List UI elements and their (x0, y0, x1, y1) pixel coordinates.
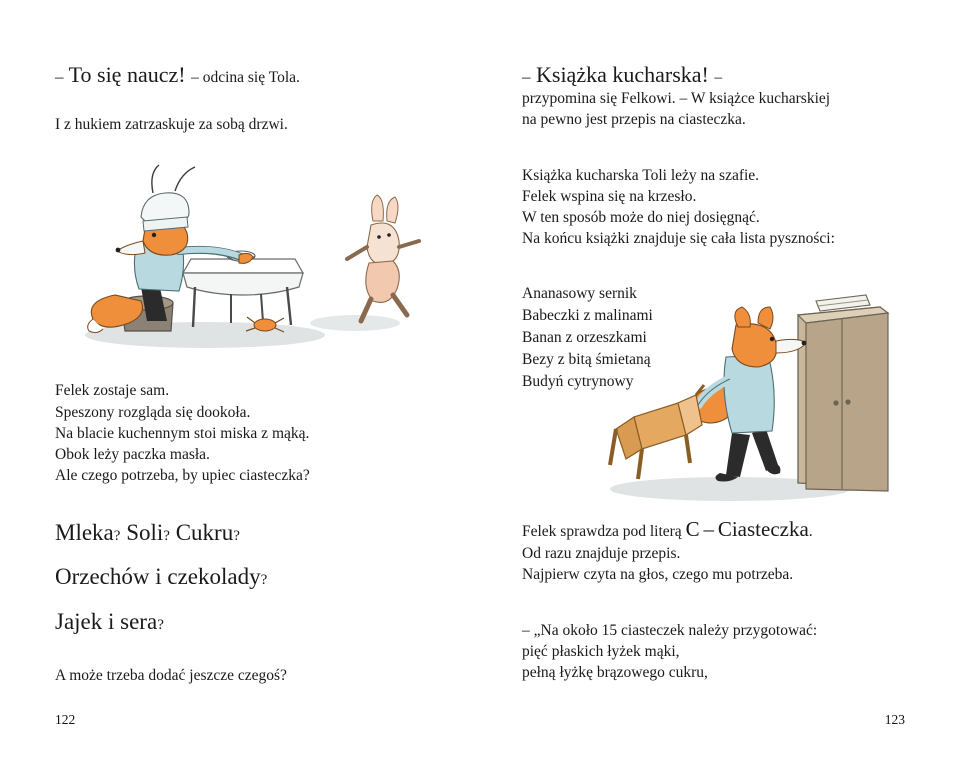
question-mark: ? (233, 527, 240, 544)
right-body-line: Najpierw czyta na głos, czego mu potrzeba. (522, 566, 794, 584)
sentence-start: Felek sprawdza pod literą (522, 522, 682, 540)
question-text: Orzechów i czekolady (55, 564, 261, 590)
left-body-line: Felek zostaje sam. (55, 382, 170, 400)
list-item: Babeczki z malinami (522, 306, 653, 324)
letter-c: C (685, 516, 700, 541)
em-dash-trailing: – (714, 69, 723, 86)
em-dash: – (55, 67, 64, 86)
right-body-line: Od razu znajduje przepis. (522, 545, 681, 563)
right-body-line: Na końcu książki znajduje się cała lista pyszności: (522, 229, 835, 247)
left-body-line: Na blacie kuchennym stoi miska z mąką. (55, 424, 310, 442)
question-mark: ? (113, 527, 121, 544)
left-body-line: Ale czego potrzeba, by upiec ciasteczka? (55, 466, 310, 484)
left-question-2 (55, 564, 430, 590)
left-headline (55, 62, 430, 88)
list-item: Ananasowy sernik (522, 284, 637, 302)
right-page (480, 0, 960, 768)
right-headline-block (522, 62, 910, 131)
right-body-line: W ten sposób może do niej dosięgnąć. (522, 208, 760, 226)
question-mark: ? (157, 616, 164, 633)
left-question-3 (55, 609, 430, 635)
left-paragraph-1: I z hukiem zatrzaskuje za sobą drzwi. (55, 116, 288, 134)
question-word: Mleka (55, 519, 114, 545)
right-intro-line: przypomina się Felkowi. – W książce kucharskiej (522, 90, 831, 108)
quote-line: pięć płaskich łyżek mąki, (522, 642, 680, 660)
right-paragraph-2 (522, 165, 910, 249)
right-quote-block (522, 620, 910, 683)
left-closing-line: A może trzeba dodać jeszcze czegoś? (55, 667, 287, 685)
page-number-right: 123 (884, 712, 905, 727)
left-body-line: Speszony rozgląda się dookoła. (55, 403, 251, 421)
illustration-fox-carrying-chair-to-wardrobe (580, 283, 910, 515)
headline-attribution: – odcina się Tola. (191, 69, 300, 86)
list-item: Bezy z bitą śmietaną (522, 350, 651, 368)
right-headline (522, 62, 910, 88)
headline-text: Książka kucharska (536, 62, 702, 87)
right-body-line: Książka kucharska Toli leży na szafie. (522, 166, 760, 184)
left-question-1 (55, 520, 430, 546)
list-item: Budyń cytrynowy (522, 372, 634, 390)
left-body-line: Obok leży paczka masła. (55, 445, 210, 463)
quote-line: pełną łyżkę brązowego cukru, (522, 663, 708, 681)
quote-line: – „Na około 15 ciasteczek należy przygotować: (522, 621, 818, 639)
headline-exclamation: ! (701, 62, 709, 87)
question-word: Soli (126, 519, 164, 545)
headline-text: To się naucz (68, 62, 179, 87)
left-headline-block (55, 62, 430, 88)
right-intro-line: na pewno jest przepis na ciasteczka. (522, 111, 746, 129)
recipe-and-illustration (522, 283, 910, 515)
question-mark: ? (260, 572, 268, 589)
right-body-line: Felek wspina się na krzesło. (522, 187, 697, 205)
right-after-illustration (522, 515, 910, 586)
right-body-line (522, 515, 910, 544)
list-item: Banan z orzeszkami (522, 328, 647, 346)
word-ciasteczka: Ciasteczka (717, 516, 809, 541)
question-text: Jajek i sera (55, 608, 158, 634)
em-dash: – (522, 67, 531, 86)
em-dash: – (703, 516, 714, 541)
question-mark: ? (163, 527, 170, 544)
illustration-fox-and-rabbit-in-kitchen (55, 155, 430, 360)
headline-exclamation: ! (178, 62, 186, 87)
question-word: Cukru (175, 519, 234, 545)
page-number-left: 122 (55, 712, 76, 727)
left-body-block (55, 380, 430, 485)
period: . (808, 522, 813, 540)
